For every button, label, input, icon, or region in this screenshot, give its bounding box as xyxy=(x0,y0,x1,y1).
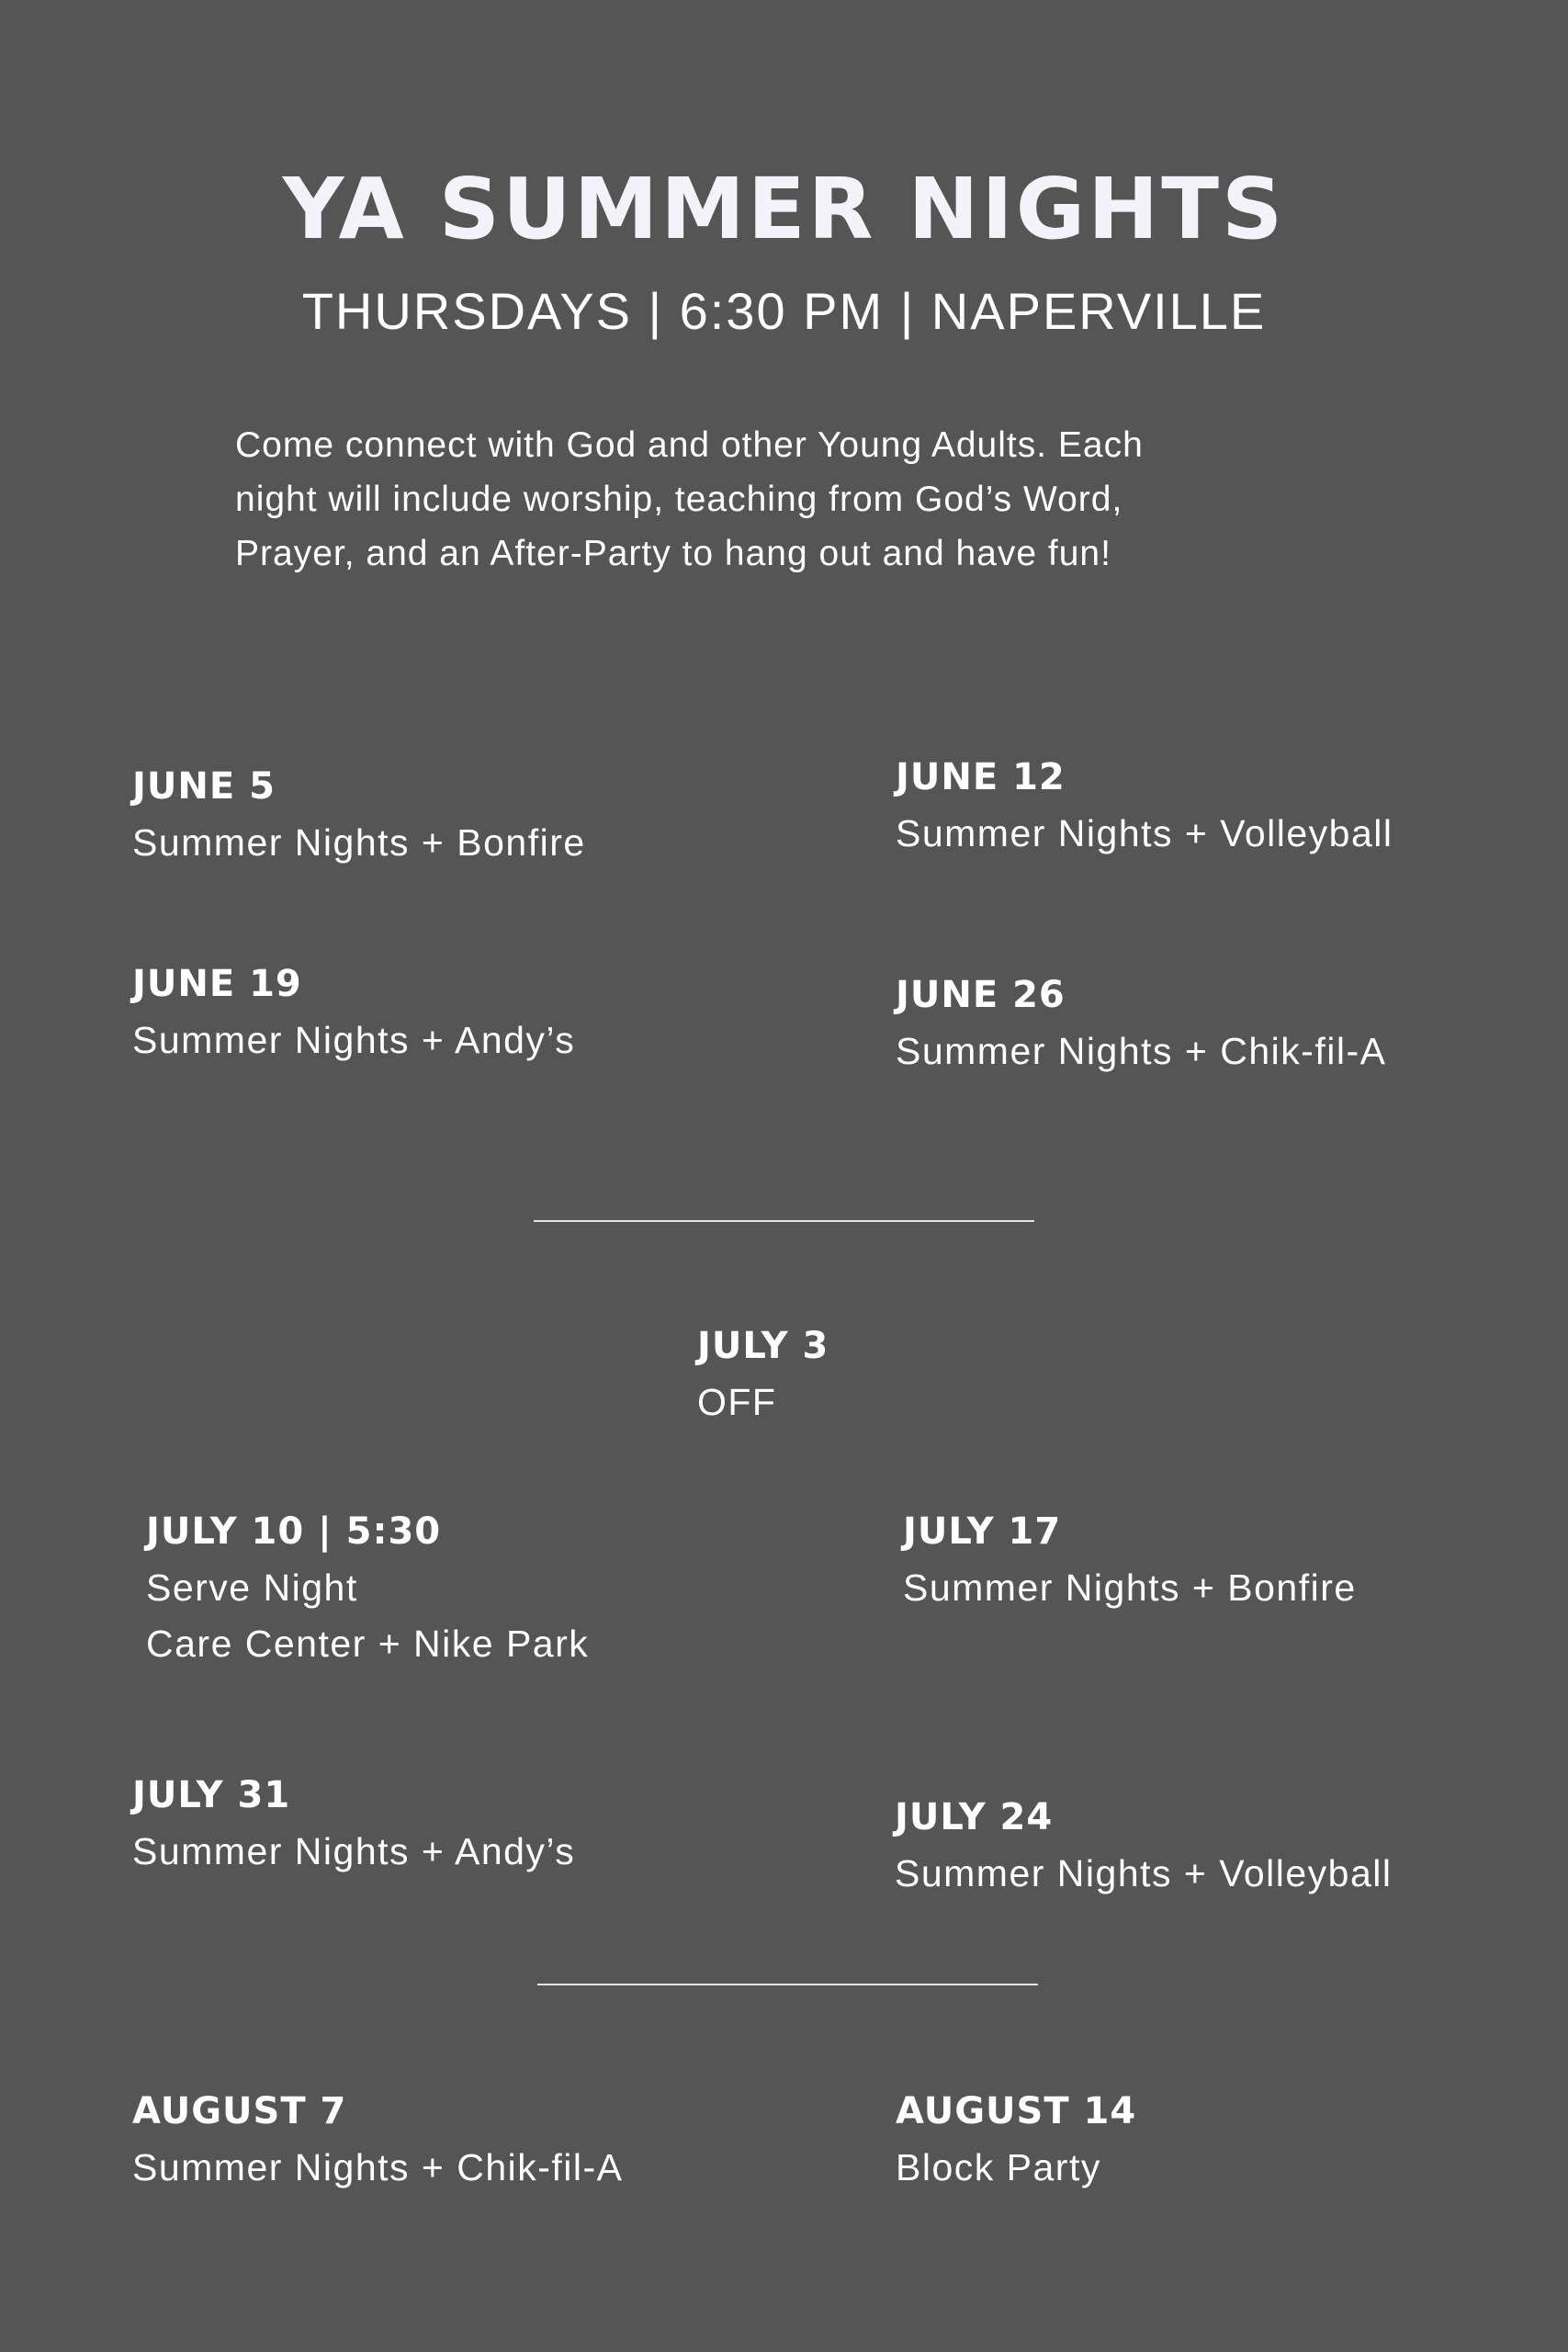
event-description: Summer Nights + Volleyball xyxy=(896,812,1393,854)
event-date: JULY 24 xyxy=(895,1796,1054,1838)
event-august-7 xyxy=(132,2083,624,2196)
event-description: Summer Nights + Volleyball xyxy=(895,1852,1393,1894)
event-date: JUNE 26 xyxy=(896,974,1066,1016)
intro-line: Prayer, and an After-Party to hang out and have fun! xyxy=(235,534,1111,573)
intro-paragraph xyxy=(235,418,1356,581)
event-date: JULY 3 xyxy=(697,1325,829,1367)
event-date: JUNE 5 xyxy=(132,765,276,808)
intro-line: night will include worship, teaching from God’s Word, xyxy=(235,480,1123,519)
event-june-26 xyxy=(896,967,1387,1080)
event-description: Serve Night xyxy=(146,1566,358,1609)
event-july-17 xyxy=(903,1503,1357,1616)
event-date: JUNE 19 xyxy=(132,963,302,1005)
event-description: Summer Nights + Chik-fil-A xyxy=(132,2146,624,2188)
event-july-24 xyxy=(895,1789,1392,1902)
event-june-12 xyxy=(896,749,1393,862)
event-description: Summer Nights + Bonfire xyxy=(132,821,586,864)
section-divider xyxy=(534,1220,1034,1222)
event-description: Summer Nights + Andy’s xyxy=(132,1019,576,1061)
event-date: JULY 31 xyxy=(132,1774,291,1816)
event-schedule-subtitle: THURSDAYS | 6:30 PM | NAPERVILLE xyxy=(301,282,1267,340)
intro-line: Come connect with God and other Young Adults. Each xyxy=(235,425,1144,465)
event-description: Care Center + Nike Park xyxy=(146,1623,590,1665)
event-july-3 xyxy=(697,1317,829,1430)
event-description: Summer Nights + Chik-fil-A xyxy=(896,1030,1387,1072)
event-june-5 xyxy=(132,758,586,871)
section-divider xyxy=(537,1984,1038,1985)
event-july-10 xyxy=(146,1503,589,1672)
page-title: YA SUMMER NIGHTS xyxy=(282,160,1286,258)
event-date: JULY 17 xyxy=(903,1510,1062,1553)
event-description: OFF xyxy=(697,1381,777,1423)
event-date: AUGUST 14 xyxy=(896,2090,1137,2132)
event-description: Summer Nights + Bonfire xyxy=(903,1566,1357,1609)
event-date: JUNE 12 xyxy=(896,756,1066,798)
event-june-19 xyxy=(132,956,575,1069)
event-description: Summer Nights + Andy’s xyxy=(132,1830,576,1872)
event-date: JULY 10 | 5:30 xyxy=(146,1510,442,1553)
event-july-31 xyxy=(132,1767,575,1880)
event-august-14 xyxy=(896,2083,1136,2196)
event-date: AUGUST 7 xyxy=(132,2090,347,2132)
event-description: Block Party xyxy=(896,2146,1101,2188)
